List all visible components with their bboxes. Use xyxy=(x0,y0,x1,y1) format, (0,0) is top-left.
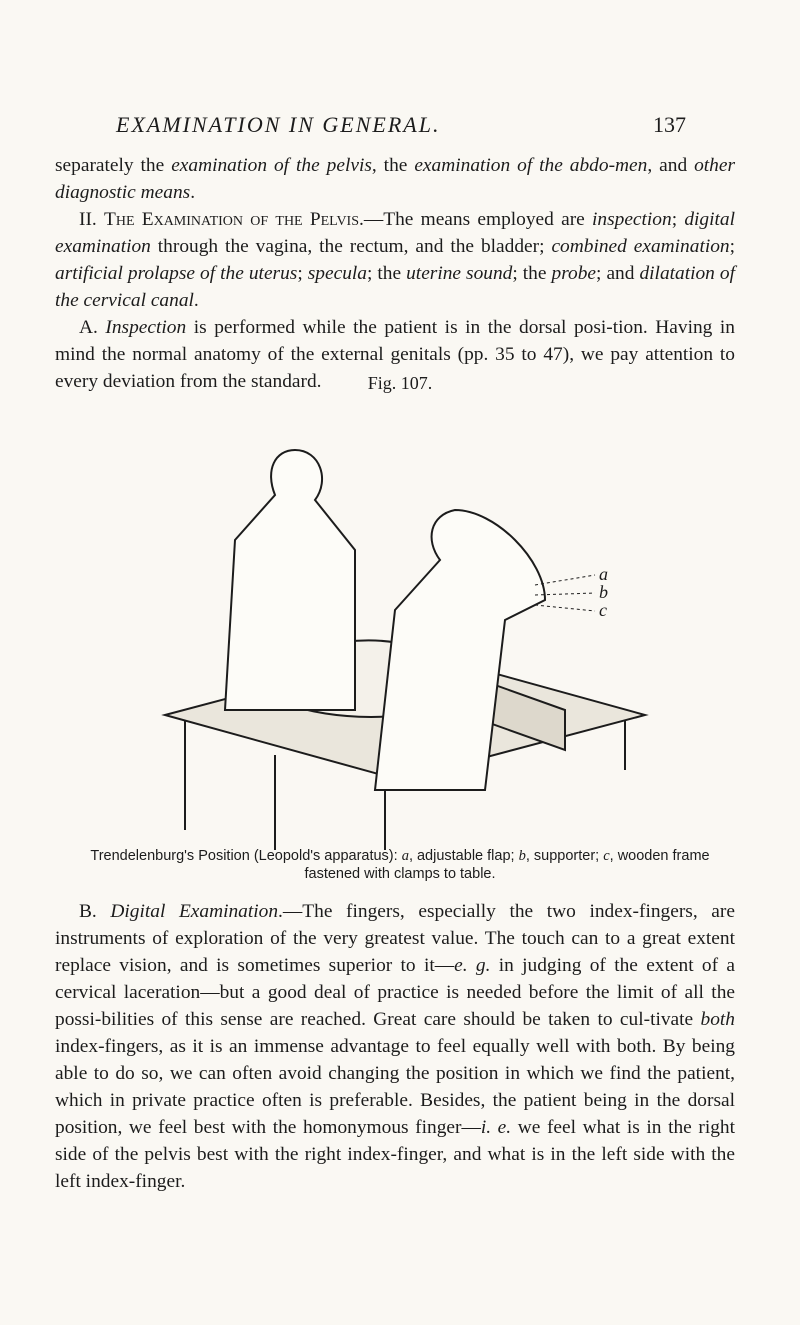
section-heading: The Examination of the Pelvis xyxy=(104,209,359,230)
page-header xyxy=(116,112,686,142)
running-title: EXAMINATION IN GENERAL. xyxy=(116,112,441,137)
body-text-top xyxy=(55,152,735,395)
figure-letter-b: b xyxy=(599,582,608,602)
paragraph-intro: separately the examination of the pelvis, the examination of the abdo-men, and other diagnostic means. xyxy=(55,155,736,203)
figure-caption: Trendelenburg's Position (Leopold's apparatus): a, adjustable flap; b, supporter; c, wooden frame fastened with clamps to table. xyxy=(90,848,710,882)
figure-letter-a: a xyxy=(599,564,608,584)
figure-label: Fig. 107. xyxy=(367,373,433,393)
left-physician xyxy=(225,450,355,710)
page-number: 137 xyxy=(653,112,686,137)
paragraph-digital-examination: B. Digital Examination.—The fingers, especially the two index-fingers, are instruments of exploration of the very greatest value. The touch can to a great extent replace vision, and is sometimes superior to it—e. g. in judging of the extent of a cervical laceration—but a good deal of practice is needed before the limit of all the possi-bilities of this sense are reached. Great care should be taken to cul-tivate both index-fingers, as it is an immense advantage to feel equally well with both. By being able to do so, we can often avoid changing the position in which we find the patient, which in private practice often is preferable. Besides, the patient being in the dorsal position, we feel best with the homonymous finger—i. e. we feel what is in the right side of the pelvis best with the right index-finger, and what is in the left side with the left index-finger. xyxy=(55,901,735,1192)
paragraph-inspection: A. Inspection is performed while the patient is in the dorsal posi-tion. Having in mind the normal anatomy of the external genitals (pp. 35 to 47), we pay attention to every deviation from the standard. xyxy=(55,317,735,392)
body-text-bottom xyxy=(55,898,735,1195)
figure-illustration xyxy=(125,410,685,850)
paragraph-section-ii: II. The Examination of the Pelvis.—The means employed are inspection; digital examination through the vagina, the rectum, and the bladder; combined examination; artificial prolapse of the uterus; specula; the uterine sound; the probe; and dilatation of the cervical canal. xyxy=(55,209,736,311)
figure-letter-c: c xyxy=(599,600,607,620)
